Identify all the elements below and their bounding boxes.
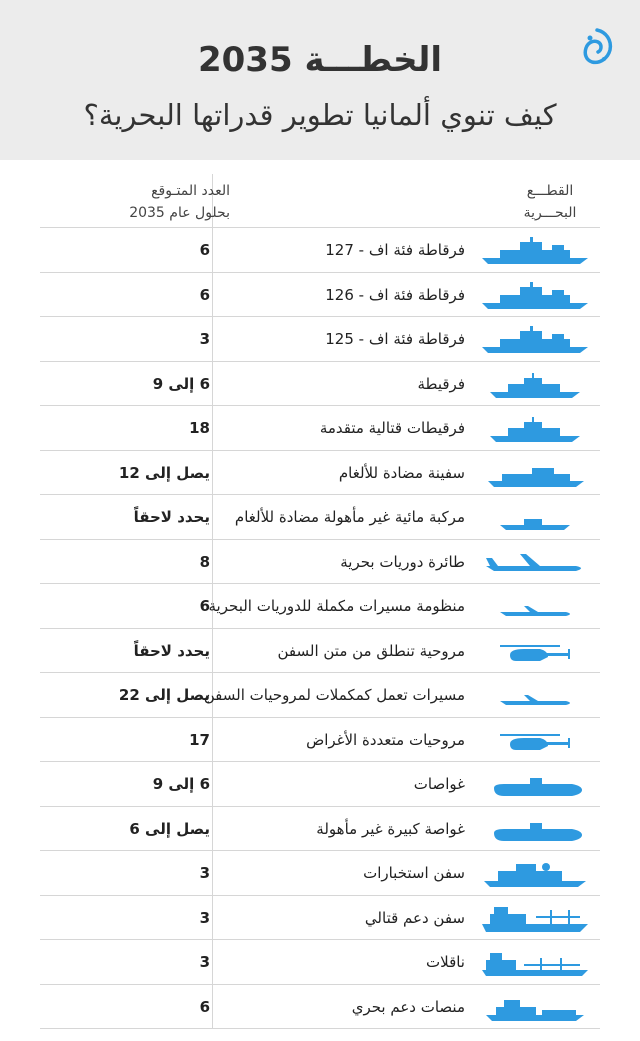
- unit-name: فرقاطة فئة اف - 127: [325, 241, 465, 259]
- table-row: [40, 629, 600, 674]
- expected-count: يصل إلى 6: [129, 819, 210, 838]
- column-divider: [212, 451, 213, 495]
- column-divider: [212, 273, 213, 317]
- unit-name: سفن دعم قتالي: [364, 908, 465, 927]
- table-row: [40, 495, 600, 540]
- expected-count: 6: [199, 285, 210, 304]
- support-ship-icon: [480, 904, 590, 934]
- corvette-icon: [480, 370, 590, 400]
- intel-ship-icon: [480, 859, 590, 889]
- platform-ship-icon: [480, 993, 590, 1023]
- table-row: [40, 807, 600, 852]
- unit-name: فرقيطات قتالية متقدمة: [319, 419, 465, 437]
- unit-name: طائرة دوريات بحرية: [340, 552, 465, 571]
- table-row: [40, 362, 600, 407]
- patrol-aircraft-icon: [480, 548, 590, 578]
- unit-name: منصات دعم بحري: [351, 997, 465, 1016]
- unit-name: مروحية تنطلق من متن السفن: [277, 641, 465, 660]
- submarine-icon: [480, 815, 590, 845]
- column-header-unit: القطـــع البحـــرية: [523, 183, 577, 221]
- expected-count: 6: [199, 597, 210, 615]
- submarine-icon: [480, 770, 590, 800]
- expected-count: 8: [199, 552, 210, 571]
- table-row: [40, 228, 600, 273]
- column-divider: [212, 495, 213, 539]
- table-row: [40, 940, 600, 985]
- table-row: [40, 985, 600, 1030]
- expected-count: يحدد لاحقاً: [133, 508, 210, 526]
- expected-count: 3: [199, 864, 210, 882]
- expected-count: 6: [199, 241, 210, 259]
- table-row: [40, 718, 600, 763]
- corvette-icon: [480, 414, 590, 444]
- expected-count: 6: [199, 997, 210, 1016]
- frigate-icon: [480, 281, 590, 311]
- column-divider: [212, 762, 213, 806]
- table-row: [40, 540, 600, 585]
- unit-name: منظومة مسيرات مكملة للدوريات البحرية: [208, 597, 465, 615]
- table-row: [40, 851, 600, 896]
- expected-count: 3: [199, 908, 210, 927]
- unit-name: فرقاطة فئة اف - 125: [325, 330, 465, 348]
- expected-count: 3: [199, 953, 210, 971]
- unit-name: غواصة كبيرة غير مأهولة: [316, 819, 465, 838]
- expected-count: 6 إلى 9: [152, 374, 210, 393]
- table-header: [40, 174, 600, 228]
- unit-name: ناقلات: [426, 953, 465, 971]
- unit-name: مروحيات متعددة الأغراض: [306, 730, 465, 749]
- expected-count: 18: [189, 419, 210, 437]
- column-header-count: العدد المتـوقع بحلول عام 2035: [129, 183, 230, 221]
- helicopter-icon: [480, 637, 590, 667]
- column-divider: [212, 940, 213, 984]
- column-divider: [212, 807, 213, 851]
- unit-name: مركبة مائية غير مأهولة مضادة للألغام: [234, 508, 465, 526]
- expected-count: 6 إلى 9: [152, 775, 210, 793]
- column-divider: [212, 718, 213, 762]
- table-row: [40, 896, 600, 941]
- page-subtitle: كيف تنوي ألمانيا تطوير قدراتها البحرية؟: [83, 98, 557, 132]
- column-divider: [212, 317, 213, 361]
- frigate-icon: [480, 325, 590, 355]
- drone-boat-icon: [480, 503, 590, 533]
- unit-name: فرقيطة: [417, 374, 465, 393]
- header: [0, 0, 640, 160]
- frigate-icon: [480, 236, 590, 266]
- column-divider: [212, 985, 213, 1029]
- expected-count: يصل إلى 12: [118, 463, 210, 482]
- column-divider: [212, 851, 213, 895]
- minehunter-icon: [480, 459, 590, 489]
- table-row: [40, 673, 600, 718]
- unit-name: مسيرات تعمل كمكملات لمروحيات السفن: [203, 686, 465, 704]
- unit-name: سفن استخبارات: [363, 864, 465, 882]
- table-row: [40, 762, 600, 807]
- column-divider: [212, 228, 213, 272]
- column-divider: [212, 629, 213, 673]
- table-row: [40, 451, 600, 496]
- naval-units-table: [40, 174, 600, 1029]
- tanker-icon: [480, 948, 590, 978]
- column-divider: [212, 896, 213, 940]
- table-row: [40, 273, 600, 318]
- expected-count: يصل إلى 22: [118, 686, 210, 704]
- helicopter-icon: [480, 726, 590, 756]
- expected-count: 17: [189, 730, 210, 749]
- table-row: [40, 317, 600, 362]
- expected-count: 3: [199, 330, 210, 348]
- page-title: الخطـــة 2035: [197, 40, 442, 80]
- unit-name: سفينة مضادة للألغام: [338, 463, 465, 482]
- column-divider: [212, 406, 213, 450]
- unit-name: فرقاطة فئة اف - 126: [325, 285, 465, 304]
- drone-icon: [480, 592, 590, 622]
- table-row: [40, 406, 600, 451]
- table-row: [40, 584, 600, 629]
- table-body: [40, 228, 600, 1029]
- drone-icon: [480, 681, 590, 711]
- expected-count: يحدد لاحقاً: [133, 641, 210, 660]
- column-divider: [212, 362, 213, 406]
- unit-name: غواصات: [413, 775, 465, 793]
- column-divider: [212, 540, 213, 584]
